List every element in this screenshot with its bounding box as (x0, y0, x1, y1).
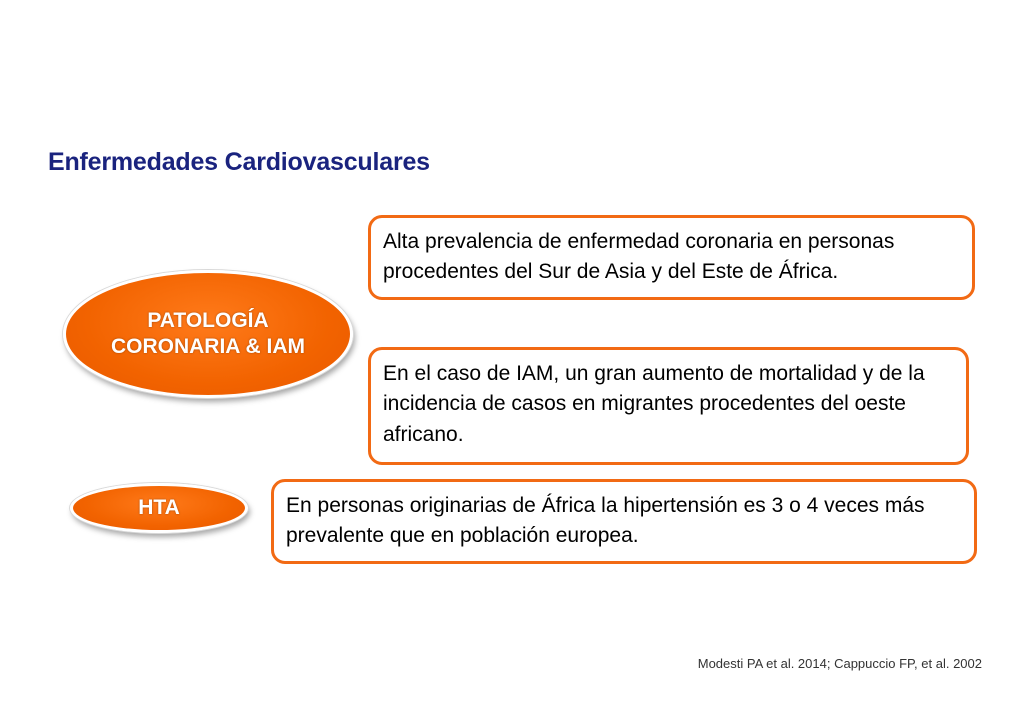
info-box-hypertension (271, 479, 977, 564)
slide-title: Enfermedades Cardiovasculares (48, 148, 430, 176)
citation: Modesti PA et al. 2014; Cappuccio FP, et al. 2002 (697, 656, 982, 671)
info-text-iam-mortality: En el caso de IAM, un gran aumento de mortalidad y de la incidencia de casos en migrantes procedentes del oeste africano. (383, 362, 925, 446)
info-text-hypertension: En personas originarias de África la hipertensión es 3 o 4 veces más prevalente que en población europea. (286, 494, 925, 548)
topic-badge-coronaria (63, 270, 353, 398)
info-box-iam-mortality (368, 347, 969, 465)
info-text-coronary-prevalence: Alta prevalencia de enfermedad coronaria en personas procedentes del Sur de Asia y del Este de África. (383, 230, 895, 284)
topic-label-coronaria: PATOLOGÍA CORONARIA & IAM (110, 308, 306, 358)
topic-label-hta: HTA (138, 496, 180, 519)
info-box-coronary-prevalence (368, 215, 975, 300)
topic-badge-hta (70, 483, 248, 533)
